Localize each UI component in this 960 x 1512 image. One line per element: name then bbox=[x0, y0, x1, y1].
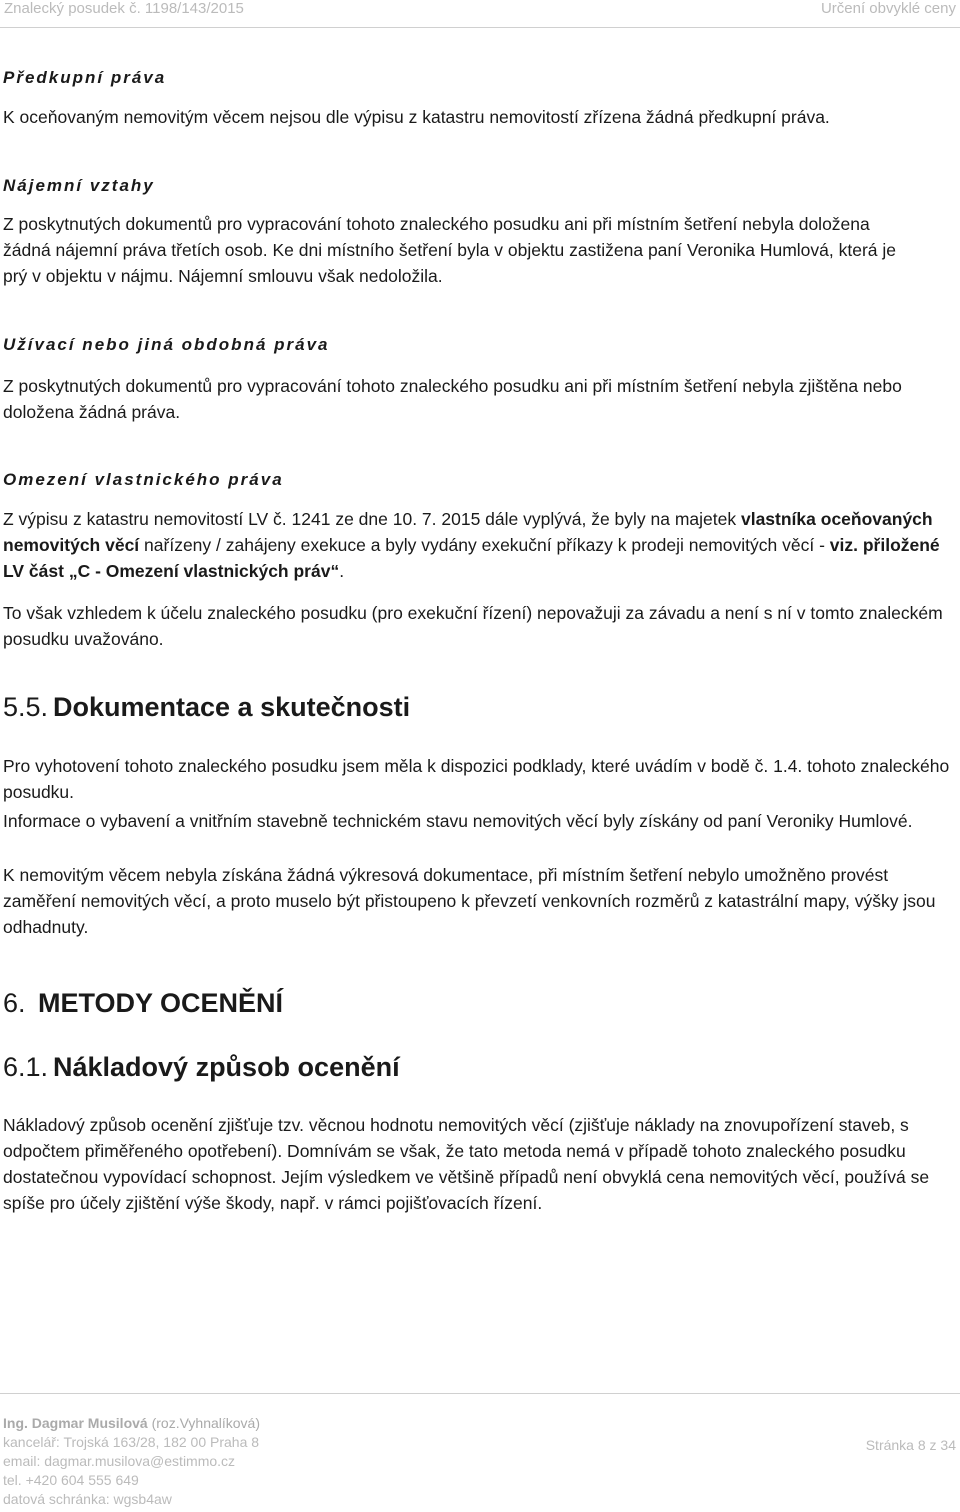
uzivaci-text: Z poskytnutých dokumentů pro vypracování tohoto znaleckého posudku ani při místním šetření nebyla zjištěna nebo doložena žádná práva. bbox=[3, 376, 902, 422]
section-6-1-paragraph-1: Nákladový způsob ocenění zjišťuje tzv. věcnou hodnotu nemovitých věcí (zjišťuje náklady na znovupořízení staveb, s odpočtem přiměřeného opotřebení). Domnívám se však, že tato metoda nemá v případě tohoto znaleckého posudku dostatečnou vypovídací schopnost. Jejím výsledkem ve většině případů není obvyklá cena nemovitých věcí, používá se spíše pro účely zjištění výše škody, např. v rámci pojišťovacích řízení. bbox=[3, 1115, 930, 1213]
omezeni-p1-text-a: Z výpisu z katastru nemovitostí LV č. 1241 ze dne 10. 7. 2015 dále vyplývá, že byly na majetek bbox=[3, 509, 741, 529]
footer-databox: datová schránka: wgsb4aw bbox=[3, 1491, 172, 1507]
footer-office: kancelář: Trojská 163/28, 182 00 Praha 8 bbox=[3, 1434, 260, 1450]
section-6-1-title: Nákladový způsob ocenění bbox=[53, 1052, 400, 1082]
footer-divider bbox=[0, 1393, 960, 1394]
omezeni-p1-text-c: nařízeny / zahájeny exekuce a byly vydány exekuční příkazy k prodeji nemovitých věcí - bbox=[139, 535, 830, 555]
footer-author-name: Ing. Dagmar Musilová bbox=[3, 1415, 148, 1431]
footer-author bbox=[3, 1414, 956, 1433]
header-divider bbox=[0, 27, 960, 28]
footer-email: email: dagmar.musilova@estimmo.cz bbox=[3, 1453, 236, 1469]
predkupni-heading: Předkupní práva bbox=[3, 68, 167, 87]
section-6-1-heading bbox=[3, 1051, 958, 1083]
section-6-1-number: 6.1. bbox=[3, 1052, 49, 1082]
uzivaci-heading: Užívací nebo jiná obdobná práva bbox=[3, 335, 330, 354]
omezeni-paragraph-1 bbox=[3, 506, 958, 584]
section-6-title: METODY OCENĚNÍ bbox=[38, 988, 284, 1018]
section-5-5-paragraph-3: K nemovitým věcem nebyla získána žádná výkresová dokumentace, při místním šetření nebylo umožněno provést zaměření nemovitých věcí, a proto muselo být přistoupeno k převzetí venkovních rozměrů z katastrální mapy, výšky jsou odhadnuty. bbox=[3, 865, 936, 937]
section-5-5-heading bbox=[3, 691, 958, 723]
running-header bbox=[4, 0, 956, 20]
footer-phone: tel. +420 604 555 649 bbox=[3, 1472, 139, 1488]
predkupni-text: K oceňovaným nemovitým věcem nejsou dle výpisu z katastru nemovitostí zřízena žádná předkupní práva. bbox=[3, 107, 830, 127]
section-5-5-paragraph-2: Informace o vybavení a vnitřním stavebně technickém stavu nemovitých věcí byly získány od paní Veroniky Humlové. bbox=[3, 811, 913, 831]
omezeni-paragraph-2: To však vzhledem k účelu znaleckého posudku (pro exekuční řízení) nepovažuji za závadu a není s ní v tomto znaleckém posudku uvažováno. bbox=[3, 603, 943, 649]
page-footer bbox=[3, 1414, 956, 1509]
omezeni-p1-owner: vlastníka oceňovaných nemovitých věcí bbox=[3, 509, 933, 555]
section-5-5-paragraph-1: Pro vyhotovení tohoto znaleckého posudku jsem měla k dispozici podklady, které uvádím v bodě č. 1.4. tohoto znaleckého posudku. bbox=[3, 756, 950, 802]
section-6-heading bbox=[3, 987, 958, 1019]
omezeni-p1-reference: viz. přiložené LV část „C - Omezení vlastnických práv“ bbox=[3, 535, 940, 581]
omezeni-p1-end: . bbox=[339, 561, 345, 581]
najemni-text: Z poskytnutých dokumentů pro vypracování tohoto znaleckého posudku ani při místním šetření nebyla doložena žádná nájemní práva třetích osob. Ke dni místního šetření byla v objektu zastižena paní Veronika Humlová, která je prý v objektu v nájmu. Nájemní smlouvu však nedoložila. bbox=[3, 214, 896, 286]
header-report-number: Znalecký posudek č. 1198/143/2015 bbox=[4, 0, 244, 17]
section-5-5-number: 5.5. bbox=[3, 692, 49, 722]
najemni-heading: Nájemní vztahy bbox=[3, 176, 155, 195]
header-report-type: Určení obvyklé ceny bbox=[820, 0, 956, 17]
footer-author-maiden: (roz.Vyhnalíková) bbox=[147, 1415, 261, 1431]
section-6-number: 6. bbox=[3, 988, 26, 1018]
footer-page-number: Stránka 8 z 34 bbox=[865, 1437, 956, 1453]
omezeni-heading: Omezení vlastnického práva bbox=[3, 470, 284, 489]
section-5-5-title: Dokumentace a skutečnosti bbox=[53, 692, 411, 722]
